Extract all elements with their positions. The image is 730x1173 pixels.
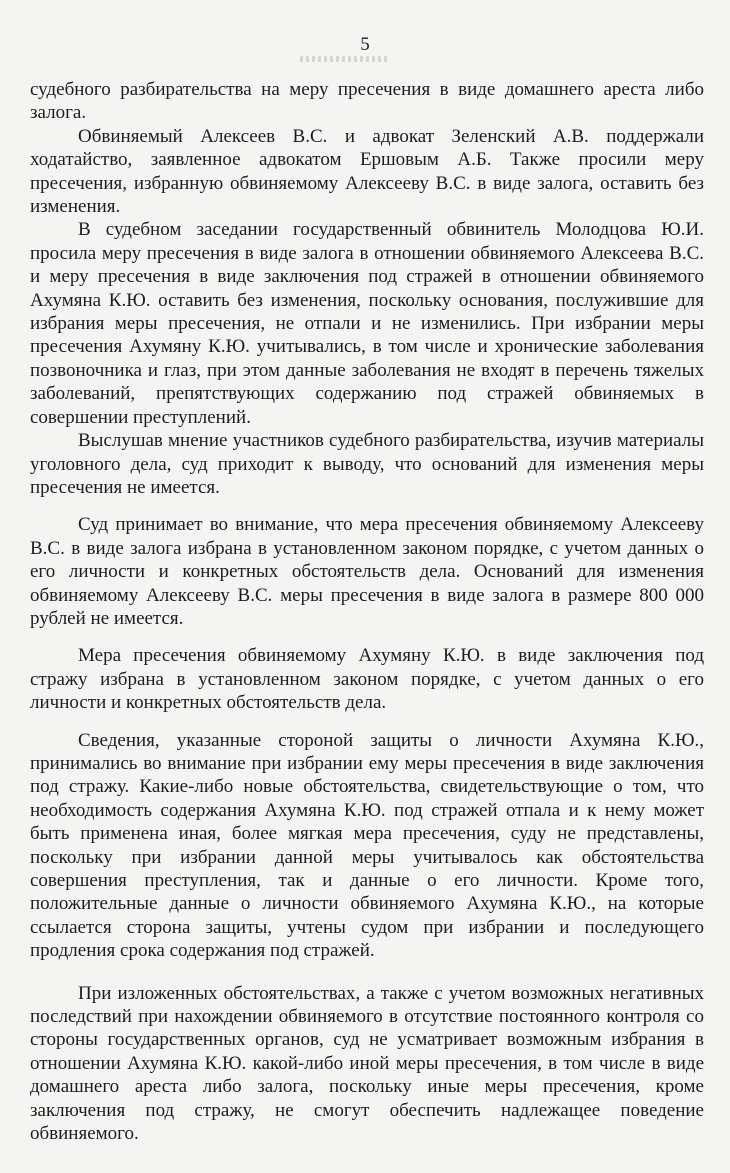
- scan-artifact: [300, 56, 390, 62]
- paragraph-3: В судебном заседании государственный обвинитель Молодцова Ю.И. просила меру пресечения в виде залога в отношении обвиняемого Алексеева В.С. и меру пресечения в виде заключения под стражей в отношении обвиняемого Ахумяна К.Ю. оставить без изменения, поскольку основания, послужившие для избрания меры пресечения, не отпали и не изменились. При избрании меры пресечения Ахумяну К.Ю. учитывались, в том числе и хронические заболевания позвоночника и глаз, при этом данные заболевания не входят в перечень тяжелых заболеваний, препятствующих содержанию под стражей обвиняемых в совершении преступлений.: [30, 219, 704, 428]
- paragraph-6: Мера пресечения обвиняемому Ахумяну К.Ю. в виде заключения под стражу избрана в установленном законом порядке, с учетом данных о его личности и конкретных обстоятельств дела.: [30, 645, 704, 714]
- paragraph-5: Суд принимает во внимание, что мера пресечения обвиняемому Алексееву В.С. в виде залога избрана в установленном законом порядке, с учетом данных о его личности и конкретных обстоятельств дела. Оснований для изменения обвиняемому Алексееву В.С. меры пресечения в виде залога в размере 800 000 рублей не имеется.: [30, 514, 704, 629]
- document-body: [30, 78, 704, 1145]
- paragraph-8: При изложенных обстоятельствах, а также с учетом возможных негативных последствий при нахождении обвиняемого в отсутствие постоянного контроля со стороны государственных органов, суд не усматривает возможным избрания в отношении Ахумяна К.Ю. какой-либо иной меры пресечения, в том числе в виде домашнего ареста либо залога, поскольку иные меры пресечения, кроме заключения под стражу, не смогут обеспечить надлежащее поведение обвиняемого.: [30, 982, 704, 1145]
- paragraph-7: Сведения, указанные стороной защиты о личности Ахумяна К.Ю., принимались во внимание при избрании ему меры пресечения в виде заключения под стражу. Какие-либо новые обстоятельства, свидетельствующие о том, что необходимость содержания Ахумяна К.Ю. под стражей отпала и к нему может быть применена иная, более мягкая мера пресечения, суду не представлены, поскольку при избрании данной меры учитывалось как обстоятельства совершения преступления, так и данные о его личности. Кроме того, положительные данные о личности обвиняемого Ахумяна К.Ю., на которые ссылается сторона защиты, учтены судом при избрании и последующего продления срока содержания под стражей.: [30, 729, 704, 962]
- paragraph-2: Обвиняемый Алексеев В.С. и адвокат Зеленский А.В. поддержали ходатайство, заявленное адвокатом Ершовым А.Б. Также просили меру пресечения, избранную обвиняемому Алексееву В.С. в виде залога, оставить без изменения.: [30, 125, 704, 218]
- page-number: 5: [360, 34, 370, 55]
- paragraph-1: судебного разбирательства на меру пресечения в виде домашнего ареста либо залога.: [30, 79, 704, 124]
- paragraph-4: Выслушав мнение участников судебного разбирательства, изучив материалы уголовного дела, суд приходит к выводу, что оснований для изменения меры пресечения не имеется.: [30, 430, 704, 498]
